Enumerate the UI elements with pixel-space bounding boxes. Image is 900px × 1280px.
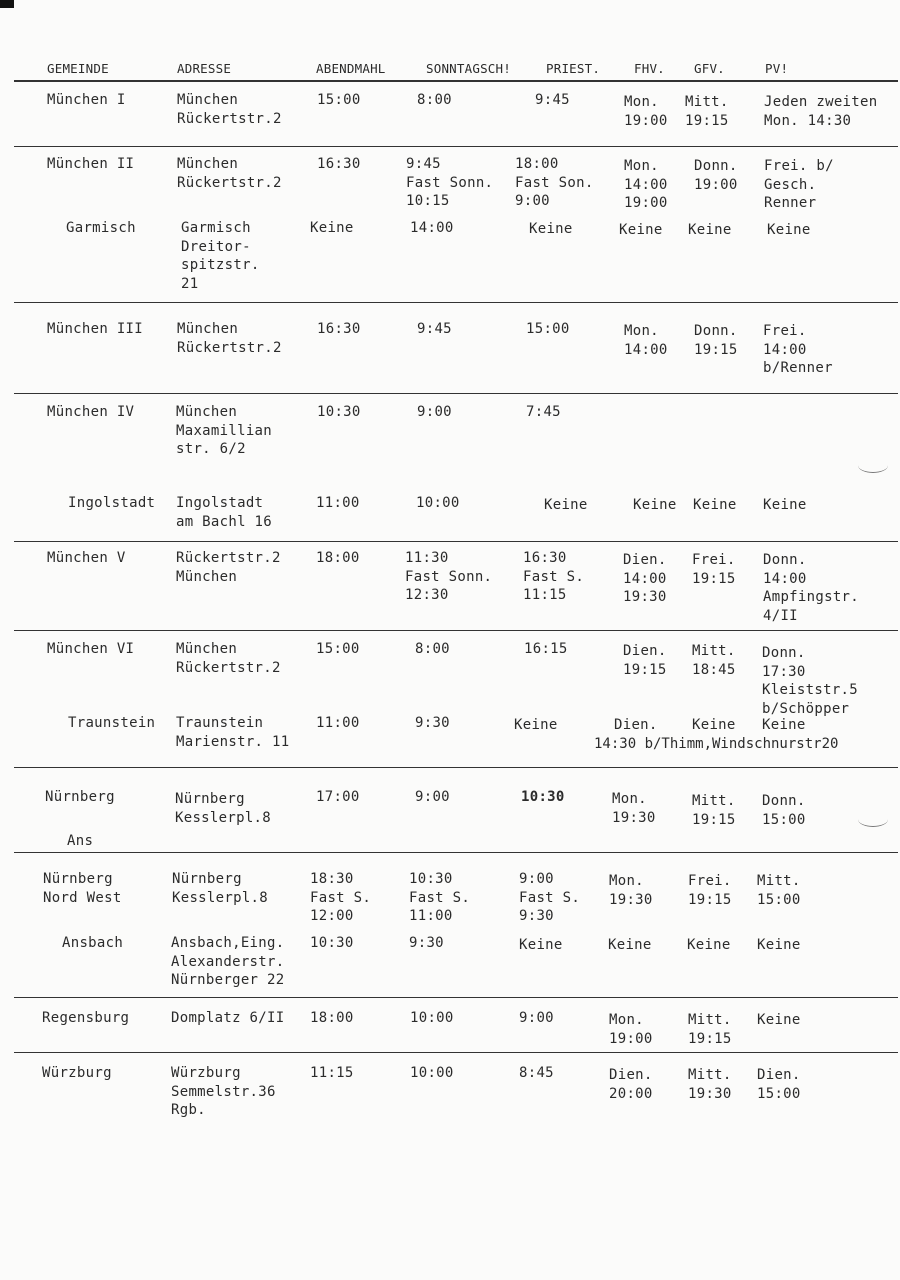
cell-abendmahl: 18:00 — [316, 550, 360, 566]
cell-gfv: Keine — [693, 497, 737, 513]
cell-pv: Keine — [757, 1012, 801, 1028]
cell-sonntagsch: 11:30 Fast Sonn. 12:30 — [405, 550, 493, 603]
cell-fhv: Dien. 14:00 19:30 — [623, 552, 667, 605]
pencil-mark — [858, 812, 888, 827]
cell-abendmahl: 16:30 — [317, 156, 361, 172]
cell-adresse: Nürnberg Kesslerpl.8 — [175, 791, 272, 826]
cell-abendmahl: 17:00 — [316, 789, 360, 805]
cell-pv: Jeden zweiten Mon. 14:30 — [764, 94, 878, 129]
cell-adresse: Ansbach,Eing. Alexanderstr. Nürnberger 22 — [171, 935, 285, 988]
rule — [14, 852, 898, 853]
cell-gfv: Mitt. 19:30 — [688, 1067, 732, 1102]
cell-priest: 16:30 Fast S. 11:15 — [523, 550, 585, 603]
cell-sonntagsch: 9:00 — [415, 789, 450, 805]
cell-sonntagsch: 8:00 — [415, 641, 450, 657]
cell-gemeinde: München V — [47, 550, 126, 566]
cell-adresse: München Rückertstr.2 — [177, 92, 282, 127]
cell-gfv: Mitt. 19:15 — [688, 1012, 732, 1047]
cell-pv — [745, 644, 858, 718]
cell-abendmahl: 11:00 — [316, 715, 360, 731]
cell-adresse: Ingolstadt am Bachl 16 — [176, 495, 273, 530]
cell-fhv: Mon. 14:00 — [624, 323, 668, 358]
cell-fhv: Dien. 20:00 — [609, 1067, 653, 1102]
cell-gemeinde: München II — [47, 156, 135, 172]
cell-adresse: München Rückertstr.2 — [176, 641, 281, 676]
cell-fhv: Mon. 19:00 — [624, 94, 668, 129]
rule — [14, 997, 898, 998]
cell-adresse: München Rückertstr.2 — [177, 321, 282, 356]
cell-gemeinde: Würzburg — [42, 1065, 112, 1081]
cell-adresse: Domplatz 6/II — [171, 1010, 285, 1026]
cell-fhv: Dien. — [614, 717, 658, 733]
cell-abendmahl: 18:30 Fast S. 12:00 — [310, 871, 372, 924]
header-gfv: GFV. — [694, 61, 725, 76]
rule — [14, 541, 898, 542]
cell-fhv: Mon. 14:00 19:00 — [624, 158, 668, 211]
rule — [14, 1052, 898, 1053]
cell-sonntagsch: 10:00 — [416, 495, 460, 511]
header-abendmahl: ABENDMAHL — [316, 61, 386, 76]
cell-pv: Dien. 15:00 — [757, 1067, 801, 1102]
cell-fhv: Keine — [608, 937, 652, 953]
pv-line: Donn. 17:30 Kleiststr.5 b/Schöpper — [762, 645, 859, 717]
cell-gemeinde: Nürnberg — [45, 789, 115, 805]
cell-pv: Keine — [757, 937, 801, 953]
cell-gfv: Keine — [688, 222, 732, 238]
rule — [14, 302, 898, 303]
cell-gemeinde: Traunstein — [68, 715, 156, 731]
cell-adresse: Würzburg Semmelstr.36 Rgb. — [171, 1065, 276, 1118]
cell-fhv: Mon. 19:30 — [609, 873, 653, 908]
header-sonntagsch: SONNTAGSCH! — [426, 61, 511, 76]
cell-abendmahl: 11:00 — [316, 495, 360, 511]
cell-gfv: Frei. 19:15 — [688, 873, 732, 908]
cell-gemeinde: München VI — [47, 641, 135, 657]
cell-priest: 18:00 Fast Son. 9:00 — [515, 156, 594, 209]
cell-pv: Frei. b/ Gesch. Renner — [764, 158, 834, 211]
cell-pv: Donn. 14:00 Ampfingstr. 4/II — [763, 552, 860, 624]
cell-gemeinde: Garmisch — [66, 220, 136, 236]
cell-abendmahl: 10:30 — [317, 404, 361, 420]
cell-sonntagsch: 9:45 — [417, 321, 452, 337]
cell-pv: Keine — [767, 222, 811, 238]
cell-gfv: Frei. 19:15 — [692, 552, 736, 587]
cell-abendmahl: 18:00 — [310, 1010, 354, 1026]
cell-fhv: Keine — [633, 497, 677, 513]
cell-gfv: Donn. 19:15 — [694, 323, 738, 358]
header-pv: PV! — [765, 61, 789, 76]
cell-sonntagsch: 9:30 — [415, 715, 450, 731]
header-priest: PRIEST. — [546, 61, 601, 76]
cell-pv: Donn. 15:00 — [762, 793, 806, 828]
cell-priest: 8:45 — [519, 1065, 554, 1081]
cell-gfv: Keine — [687, 937, 731, 953]
cell-priest: 7:45 — [526, 404, 561, 420]
cell-gemeinde: München I — [47, 92, 126, 108]
corner-mark — [0, 0, 14, 8]
cell-sonntagsch: 9:00 — [417, 404, 452, 420]
pencil-mark — [858, 458, 888, 473]
cell-gemeinde: Nürnberg Nord West — [43, 871, 122, 906]
cell-priest: 9:00 Fast S. 9:30 — [519, 871, 581, 924]
header-fhv: FHV. — [634, 61, 665, 76]
cell-abendmahl: 10:30 — [310, 935, 354, 951]
cell-gemeinde: München IV — [47, 404, 135, 420]
cell-gfv: Mitt. 19:15 — [685, 94, 729, 129]
rule — [14, 146, 898, 147]
cell-gfv: Donn. 19:00 — [694, 158, 738, 193]
header-gemeinde: GEMEINDE — [47, 61, 109, 76]
rule — [14, 80, 898, 82]
cell-gemeinde-sub: Ans — [67, 833, 94, 849]
cell-adresse: München Maxamillian str. 6/2 — [176, 404, 273, 457]
cell-fhv: Dien. 19:15 — [623, 643, 667, 678]
cell-pv: Keine — [763, 497, 807, 513]
cell-priest: Keine — [544, 497, 588, 513]
cell-gfv: Keine — [692, 717, 736, 733]
cell-priest: 16:15 — [524, 641, 568, 657]
cell-sonntagsch: 9:45 Fast Sonn. 10:15 — [406, 156, 494, 209]
cell-abendmahl: 15:00 — [317, 92, 361, 108]
cell-adresse: Rückertstr.2 München — [176, 550, 281, 585]
cell-abendmahl: 15:00 — [316, 641, 360, 657]
cell-sonntagsch: 14:00 — [410, 220, 454, 236]
cell-priest: Keine — [514, 717, 558, 733]
cell-gfv: Mitt. 18:45 — [692, 643, 736, 678]
cell-priest: 15:00 — [526, 321, 570, 337]
cell-fhv: Mon. 19:00 — [609, 1012, 653, 1047]
cell-gemeinde: Ansbach — [62, 935, 124, 951]
cell-gemeinde: München III — [47, 321, 144, 337]
cell-sonntagsch: 10:00 — [410, 1010, 454, 1026]
cell-abendmahl: 16:30 — [317, 321, 361, 337]
cell-adresse: München Rückertstr.2 — [177, 156, 282, 191]
cell-sonntagsch: 9:30 — [409, 935, 444, 951]
cell-abendmahl: Keine — [310, 220, 354, 236]
cell-fhv: Keine — [619, 222, 663, 238]
cell-gfv: Mitt. 19:15 — [692, 793, 736, 828]
cell-gemeinde: Ingolstadt — [68, 495, 156, 511]
cell-sonntagsch: 8:00 — [417, 92, 452, 108]
cell-pv: Frei. 14:00 b/Renner — [763, 323, 833, 376]
cell-note: 14:30 b/Thimm,Windschnurstr20 — [594, 736, 839, 752]
cell-sonntagsch: 10:00 — [410, 1065, 454, 1081]
cell-priest: 10:30 — [521, 789, 565, 805]
cell-pv: Keine — [762, 717, 806, 733]
rule — [14, 630, 898, 631]
cell-adresse: Garmisch Dreitor- spitzstr. 21 — [181, 220, 260, 292]
rule — [14, 393, 898, 394]
header-adresse: ADRESSE — [177, 61, 232, 76]
cell-priest: 9:45 — [535, 92, 570, 108]
cell-priest: 9:00 — [519, 1010, 554, 1026]
cell-adresse: Nürnberg Kesslerpl.8 — [172, 871, 269, 906]
cell-gemeinde: Regensburg — [42, 1010, 130, 1026]
cell-fhv: Mon. 19:30 — [612, 791, 656, 826]
cell-adresse: Traunstein Marienstr. 11 — [176, 715, 290, 750]
cell-abendmahl: 11:15 — [310, 1065, 354, 1081]
cell-priest: Keine — [519, 937, 563, 953]
rule — [14, 767, 898, 768]
cell-priest: Keine — [529, 221, 573, 237]
cell-pv: Mitt. 15:00 — [757, 873, 801, 908]
cell-sonntagsch: 10:30 Fast S. 11:00 — [409, 871, 471, 924]
